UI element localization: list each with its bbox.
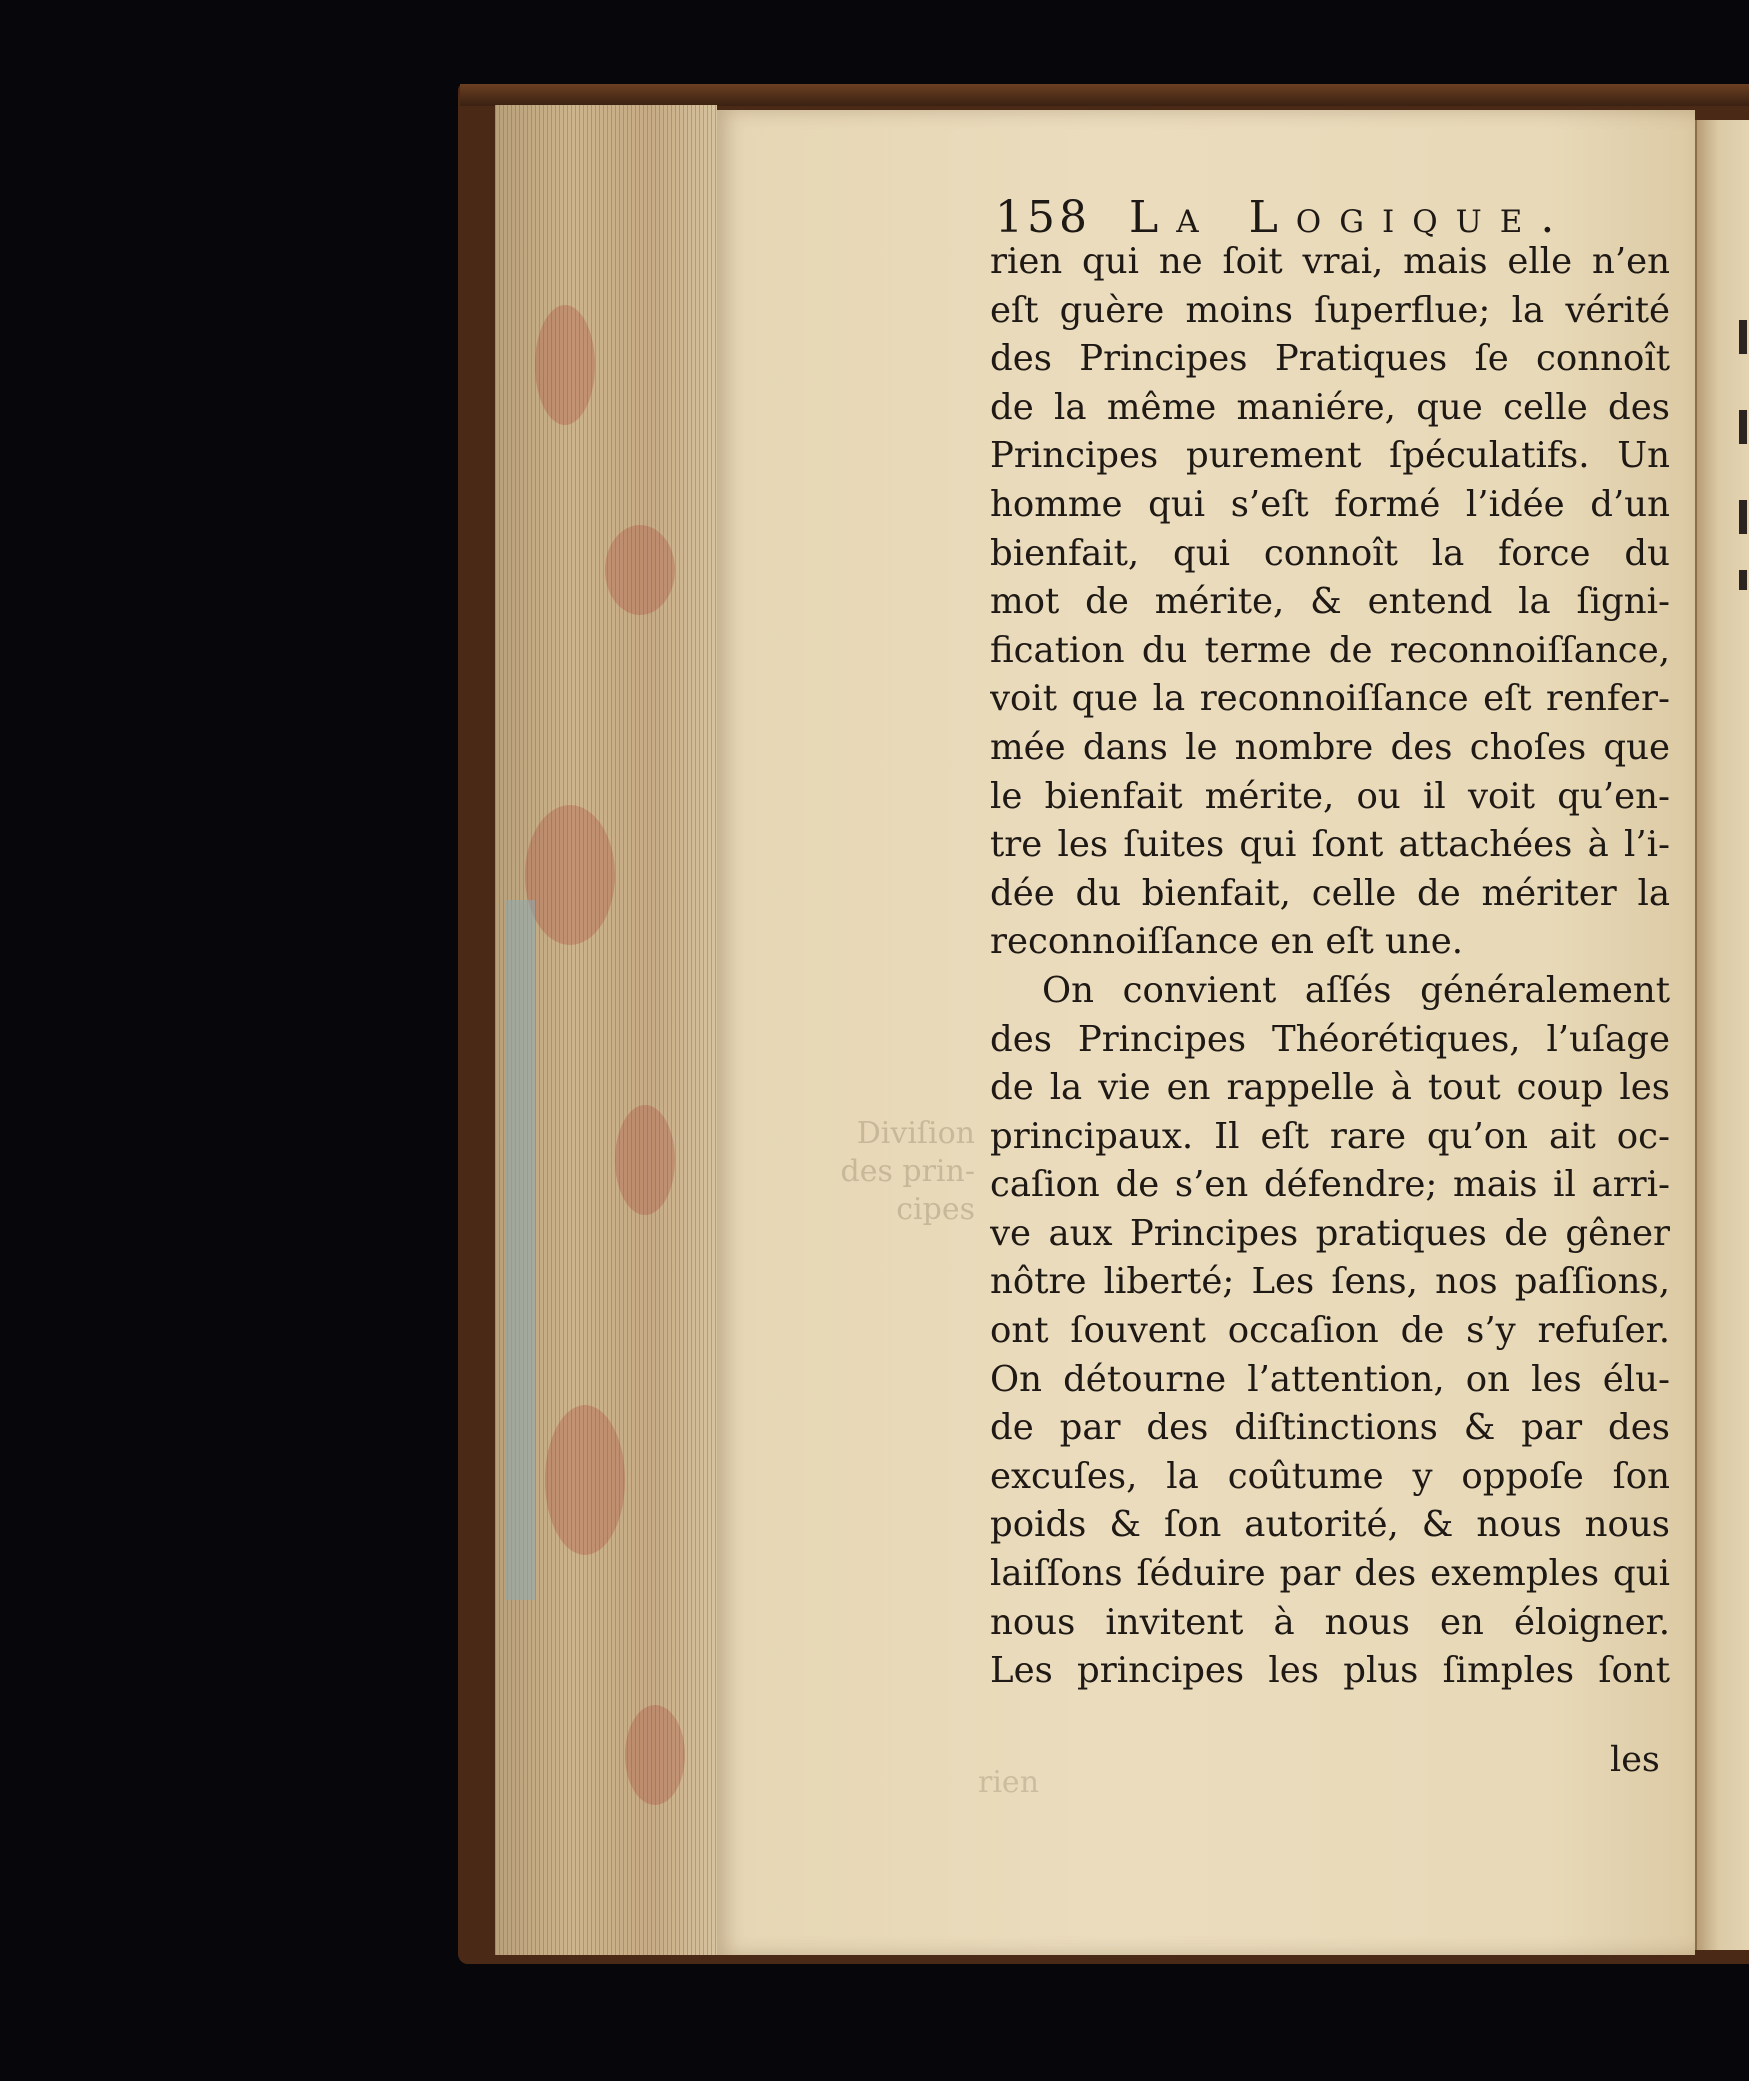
text-line: laiſſons ſéduire par des exemples qui <box>990 1553 1670 1595</box>
text-line: poids & ſon autorité, & nous nous <box>990 1504 1670 1546</box>
bleed-through-marginal-note <box>835 1115 975 1229</box>
text-line: des Principes Théorétiques, l’uſage <box>990 1018 1670 1060</box>
text-line: caſion de s’en défendre; mais il arri- <box>990 1164 1670 1206</box>
text-line: nôtre liberté; Les ſens, nos paſſions, <box>990 1261 1670 1303</box>
page-edge-tint <box>505 900 535 1600</box>
text-line: On convient aſſés généralement <box>1042 969 1670 1011</box>
text-line: mot de mérite, & entend la ſigni- <box>990 581 1670 623</box>
text-line: de par des diſtinctions & par des <box>990 1407 1670 1449</box>
text-line: eſt guère moins ſuperflue; la vérité <box>990 289 1670 331</box>
text-line: le bienfait mérite, ou il voit qu’en- <box>990 775 1670 817</box>
text-line: voit que la reconnoiſſance eſt renfer- <box>990 678 1670 720</box>
text-line: reconnoiſſance en eſt une. <box>990 921 1464 963</box>
text-line: de la même maniére, que celle des <box>990 386 1670 428</box>
text-line: nous invitent à nous en éloigner. <box>990 1601 1670 1643</box>
text-line: mée dans le nombre des choſes que <box>990 726 1670 768</box>
text-line: homme qui s’eſt formé l’idée d’un <box>990 483 1670 525</box>
text-line: On détourne l’attention, on les élu- <box>990 1358 1670 1400</box>
text-line: ont ſouvent occaſion de s’y refuſer. <box>990 1310 1670 1352</box>
text-line: excuſes, la coûtume y oppoſe ſon <box>990 1455 1670 1497</box>
bleed-through-bottom: rien <box>978 1765 1040 1800</box>
catchword: les <box>1610 1740 1660 1780</box>
text-line: bienfait, qui connoît la force du <box>990 532 1670 574</box>
text-line: de la vie en rappelle à tout coup les <box>990 1067 1670 1109</box>
book-top-edge <box>460 84 1749 106</box>
facing-page-edge <box>1695 120 1749 1950</box>
text-line: ve aux Principes pratiques de gêner <box>990 1212 1670 1254</box>
running-title: La Logique. <box>1128 192 1573 243</box>
bleed-line: des prin- <box>840 1154 975 1189</box>
text-line: Principes purement ſpéculatifs. Un <box>990 435 1670 477</box>
text-line: rien qui ne ſoit vrai, mais elle n’en <box>990 241 1670 282</box>
body-text <box>990 238 1670 1696</box>
text-line: tre les ſuites qui ſont attachées à l’i- <box>990 824 1670 866</box>
page-number: 158 <box>995 192 1091 243</box>
text-line: fication du terme de reconnoiſſance, <box>990 629 1670 671</box>
text-line: des Principes Pratiques ſe connoît <box>990 338 1670 380</box>
bleed-line: Diviſion <box>856 1116 975 1151</box>
text-line: Les principes les plus ſimples ſont <box>990 1650 1670 1692</box>
text-line: principaux. Il eſt rare qu’on ait oc- <box>990 1115 1670 1157</box>
bleed-line: cipes <box>896 1192 975 1227</box>
text-line: dée du bienfait, celle de mériter la <box>990 872 1670 914</box>
